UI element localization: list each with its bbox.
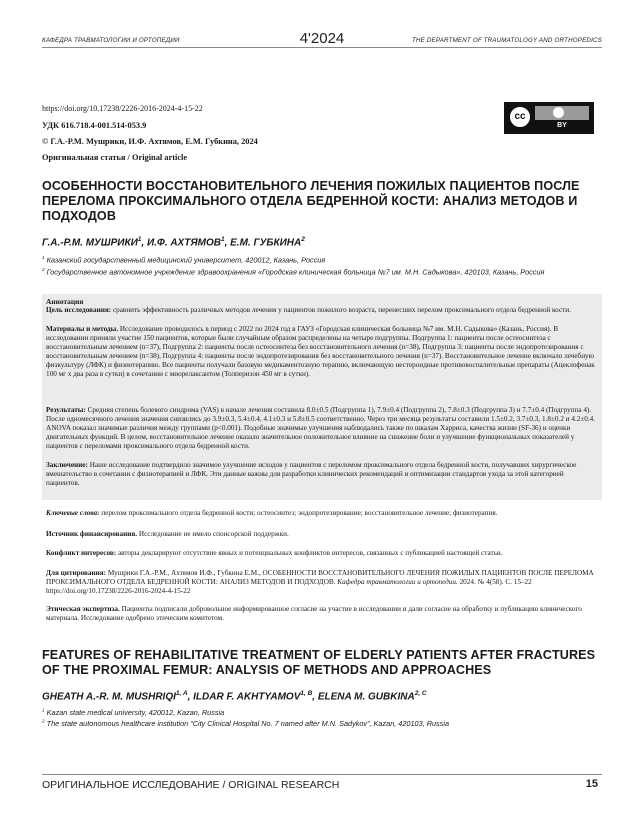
affiliation-1-ru: $^1$ Казанский государственный медицинский университет, 420012, Казань, Россия xyxy=(42,255,326,265)
author-affiliation-mark: 2 xyxy=(301,236,305,243)
conflict-of-interest: Конфликт интересов: авторы декларируют отсутствие явных и потенциальных конфликтов интересов, связанных с публикацией настоящей статьи. xyxy=(46,549,503,557)
author-affiliation-mark: 1 xyxy=(137,236,142,243)
author-name: GHEATH A.-R. M. MUSHRIQI xyxy=(42,691,176,703)
author-name: И.Ф. АХТЯМОВ xyxy=(146,237,221,249)
author-name: ILDAR F. AKHTYAMOV xyxy=(193,691,301,703)
article-type: Оригинальная статья / Original article xyxy=(42,153,188,162)
author-name: ELENA M. GUBKINA xyxy=(317,691,415,703)
article-title-ru: ОСОБЕННОСТИ ВОССТАНОВИТЕЛЬНОГО ЛЕЧЕНИЯ ПОЖИЛЫХ ПАЦИЕНТОВ ПОСЛЕ ПЕРЕЛОМА ПРОКСИМАЛЬНОГО ОТДЕЛА БЕДРЕННОЙ КОСТИ: АНАЛИЗ МЕТОДОВ И ПОДХОДОВ xyxy=(42,179,580,223)
author-affiliation-mark: 1, A xyxy=(175,690,188,697)
issue-number: 4'2024 xyxy=(299,30,345,47)
article-title-en: FEATURES OF REHABILITATIVE TREATMENT OF ELDERLY PATIENTS AFTER FRACTURES OF THE PROXIMAL FEMUR: ANALYSIS OF METHODS AND APPROACHES xyxy=(42,648,596,677)
keywords: Ключевые слова: перелом проксимального отдела бедренной кости; остеосинтез; эндопротезирование; восстановительное лечение; физиотерапия. xyxy=(46,509,498,517)
citation: Для цитирования: Мушрики Г.А.-Р.М., Ахтямов И.Ф., Губкина Е.М., ОСОБЕННОСТИ ВОССТАНОВИТЕЛЬНОГО ЛЕЧЕНИЯ ПОЖИЛЫХ ПАЦИЕНТОВ ПОСЛЕ ПЕРЕЛОМА ПРОКСИМАЛЬНОГО ОТДЕЛА БЕДРЕННОЙ КОСТИ: АНАЛИЗ МЕТОДОВ И ПОДХОДОВ. Кафедра травматологии и ортопедии. 2024. № 4(58). С. 15–22 https://doi.org/10.17238/2226-2016-2024-4-15-22 xyxy=(46,569,594,595)
affiliation-2-ru: $^2$ Государственное автономное учреждение здравоохранения «Городская клиническая больница №7 им. М.Н. Садыкова», 420103, Казань, Россия xyxy=(42,267,545,277)
author-affiliation-mark: 2, C xyxy=(414,690,427,697)
author-affiliation-mark: 1 xyxy=(220,236,225,243)
affiliation-1-en: $^1$ Kazan state medical university, 420012, Kazan, Russia xyxy=(42,708,225,717)
running-header-right: THE DEPARTMENT OF TRAUMATOLOGY AND ORTHOPEDICS xyxy=(411,37,602,44)
footer-section-label: ОРИГИНАЛЬНОЕ ИССЛЕДОВАНИЕ / ORIGINAL RESEARCH xyxy=(42,779,340,791)
authors-en: GHEATH A.-R. M. $MUSHRIQI^{1, A}$, ILDAR F. $AKHTYAMOV^{1, B}$, ELENA M. $GUBKINA^{2, C}$ xyxy=(42,690,427,703)
footer-divider xyxy=(42,774,602,775)
page-number: 15 xyxy=(585,778,598,790)
header-divider xyxy=(42,47,602,48)
copyright-line: © Г.А.-Р.М. Мушрики, И.Ф. Ахтямов, Е.М. Губкина, 2024 xyxy=(42,137,258,146)
author-name: Г.А.-Р.М. МУШРИКИ xyxy=(42,237,138,249)
by-label: BY xyxy=(557,122,567,129)
running-header-left: КАФЕДРА ТРАВМАТОЛОГИИ И ОРТОПЕДИИ xyxy=(42,37,180,44)
funding-source: Источник финансирования. Исследование не имело спонсорской поддержки. xyxy=(46,530,289,538)
author-name: Е.М. ГУБКИНА xyxy=(230,237,302,249)
authors-ru: Г.А.-Р.М. МУШРИКИ$^1$, И.Ф. АХТЯМОВ$^1$, Е.М. ГУБКИНА$^2$ xyxy=(42,236,305,249)
author-affiliation-mark: 1, B xyxy=(300,690,313,697)
abstract-methods: Материалы и методы. Исследование проводилось в период с 2022 по 2024 год в ГАУЗ «Городская клиническая больница №7 им. М.Н. Садыкова» (Казань, Россия). В исследовании приняли участие 150 пациентов, которые были случайным образом распределены на четыре подгруппы. Подгруппа 1: пациенты после остеосинтеза с восстановительным лечением (n=37), Подгруппа 2: пациенты после остеосинтеза без восстановительного лечения (n=38), Подгруппа 3: пациенты после эндопротезирования с восстановительным лечением (n=38), Подгруппа 4: пациенты после эндопротезирования без восстановительного лечения (n=37). Восстановительное лечение включало лечебную физкультуру (ЛФК) и физиотерапию. Все пациенты получали базовую медикаментозную терапию, включающую нестероидные противовоспалительные препараты (Ацеклофенак 100 мг х два раза в сутки) в сочетании с миорелаксантом (Толперизон 450 мг в сутки). xyxy=(46,325,595,378)
abstract-goal: Цель исследования: сравнить эффективность различных методов лечения у пациентов пожилого возраста, перенесших перелом проксимального отдела бедренной кости. xyxy=(46,306,571,314)
abstract-conclusion: Заключение: Наше исследование подтвердило значимое улучшение исходов у пациентов с переломом проксимального отдела бедренной кости, получавших хирургическое вмешательство в сочетании с физиотерапией и ЛФК. Эти данные важны для разработки клинических рекомендаций и оптимизации стандартов ухода за этой категорией пациентов. xyxy=(46,461,577,487)
ethics-review: Этическая экспертиза. Пациенты подписали добровольное информированное согласие на участие в исследовании и дали согласие на обработку и публикацию клинического материала. Исследование одобрено этическим комитетом. xyxy=(46,605,582,622)
udk-code: УДК 616.718.4-001.514-053.9 xyxy=(42,121,147,130)
cc-logo-icon: cc xyxy=(508,105,532,129)
doi-link[interactable]: https://doi.org/10.17238/2226-2016-2024-4-15-22 xyxy=(42,104,203,113)
affiliation-2-en: $^2$ The state autonomous healthcare institution “City Clinical Hospital No. 7 named after M.N. Sadykov”, Kazan, 420103, Russia xyxy=(42,719,450,728)
attribution-person-icon xyxy=(553,107,564,118)
abstract-heading: Аннотация xyxy=(46,297,84,306)
cc-by-license-badge[interactable] xyxy=(504,102,594,134)
abstract-results: Результаты: Средняя степень болевого синдрома (VAS) в начале лечения составила 8.0±0.5 (Подгруппа 1), 7.9±0.4 (Подгруппа 2), 7.8±0.3 (Подгруппа 3) и 7.7±0.4 (Подгруппа 4). После одномесячного лечения значения снизились до 3.9±0.3, 5.4±0.4, 4.1±0.3 и 5.8±0.5 соответственно. Через три месяца результаты составили 1.5±0.2, 3.7±0.3, 1.8±0.2 и 4.2±0.4. ANOVA показал значимые различия между группами (p<0.001). Подобные значимые улучшения наблюдались также по шкалам Харриса, качества жизни (SF-36) и оценки двигательных функций. В целом, восстановительное лечение оказало значительное положительное влияние на снижение боли и улучшение функциональных показателей у пациентов с переломами проксимального отдела бедренной кости. xyxy=(46,406,596,450)
